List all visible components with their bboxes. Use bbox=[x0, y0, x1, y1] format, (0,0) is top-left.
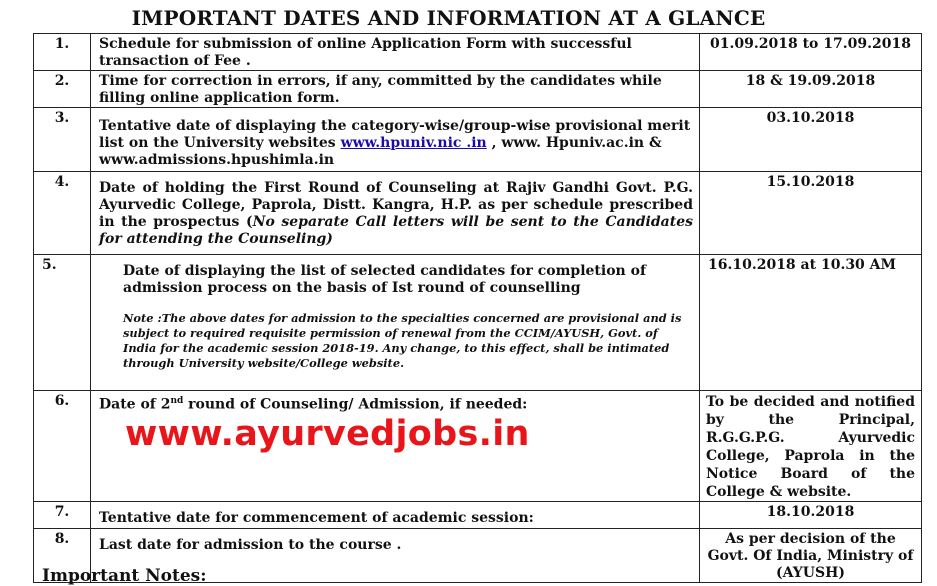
row-date: To be decided and notified by the Principal, R.G.G.P.G. Ayurvedic College, Paprola in the Notice Board of the College & website. bbox=[700, 391, 922, 502]
row-description: Last date for admission to the course . bbox=[91, 529, 700, 583]
row-number: 3. bbox=[34, 108, 91, 172]
table-row bbox=[34, 34, 922, 71]
row-number: 4. bbox=[34, 172, 91, 255]
row-date: 16.10.2018 at 10.30 AM bbox=[700, 255, 922, 391]
row-number: 6. bbox=[34, 391, 91, 502]
row-description-text: Date of displaying the list of selected candidates for completion of admission process on the basis of Ist round of counselling bbox=[123, 263, 646, 296]
row-description: Date of holding the First Round of Counseling at Rajiv Gandhi Govt. P.G. Ayurvedic College, Paprola, Distt. Kangra, H.P. as per schedule prescribed in the prospectus (No separate Call letters will be sent to the Candidates for attending the Counseling) bbox=[91, 172, 700, 255]
row-date: As per decision of the Govt. Of India, Ministry of (AYUSH) bbox=[700, 529, 922, 583]
row-description: Tentative date for commencement of academic session: bbox=[91, 502, 700, 529]
important-notes-heading: Important Notes: bbox=[42, 566, 207, 586]
table-row bbox=[34, 71, 922, 108]
page-title: IMPORTANT DATES AND INFORMATION AT A GLANCE bbox=[131, 6, 766, 30]
row-date: 01.09.2018 to 17.09.2018 bbox=[700, 34, 922, 71]
row-description bbox=[91, 255, 700, 391]
row-description: Schedule for submission of online Application Form with successful transaction of Fee . bbox=[91, 34, 700, 71]
row-number: 7. bbox=[34, 502, 91, 529]
row-date: 18.10.2018 bbox=[700, 502, 922, 529]
dates-table bbox=[33, 33, 922, 583]
row-date: 18 & 19.09.2018 bbox=[700, 71, 922, 108]
row-number: 2. bbox=[34, 71, 91, 108]
row-number: 8. bbox=[34, 529, 91, 583]
row-description: Tentative date of displaying the category-wise/group-wise provisional merit list on the University websites www.hpuniv.nic .in , www. Hpuniv.ac.in & www.admissions.hpushimla.in bbox=[91, 108, 700, 172]
note-text: Note :The above dates for admission to the specialties concerned are provisional and is subject to required requisite permission of renewal from the CCIM/AYUSH, Govt. of India for the academic session 2018-19. Any change, to this effect, shall be intimated through University website/College website. bbox=[123, 311, 682, 370]
table-row bbox=[34, 391, 922, 502]
table-row bbox=[34, 172, 922, 255]
table-row bbox=[34, 502, 922, 529]
row-description: Date of 2nd round of Counseling/ Admission, if needed: www.ayurvedjobs.in bbox=[91, 391, 700, 502]
row-date: 15.10.2018 bbox=[700, 172, 922, 255]
table-row bbox=[34, 255, 922, 391]
university-website-link[interactable]: www.hpuniv.nic .in bbox=[340, 135, 487, 151]
row-number: 1. bbox=[34, 34, 91, 71]
row-date: 03.10.2018 bbox=[700, 108, 922, 172]
table-row bbox=[34, 108, 922, 172]
row-number: 5. bbox=[34, 255, 91, 391]
row-description: Time for correction in errors, if any, committed by the candidates while filling online application form. bbox=[91, 71, 700, 108]
watermark-text: www.ayurvedjobs.in bbox=[125, 413, 530, 454]
